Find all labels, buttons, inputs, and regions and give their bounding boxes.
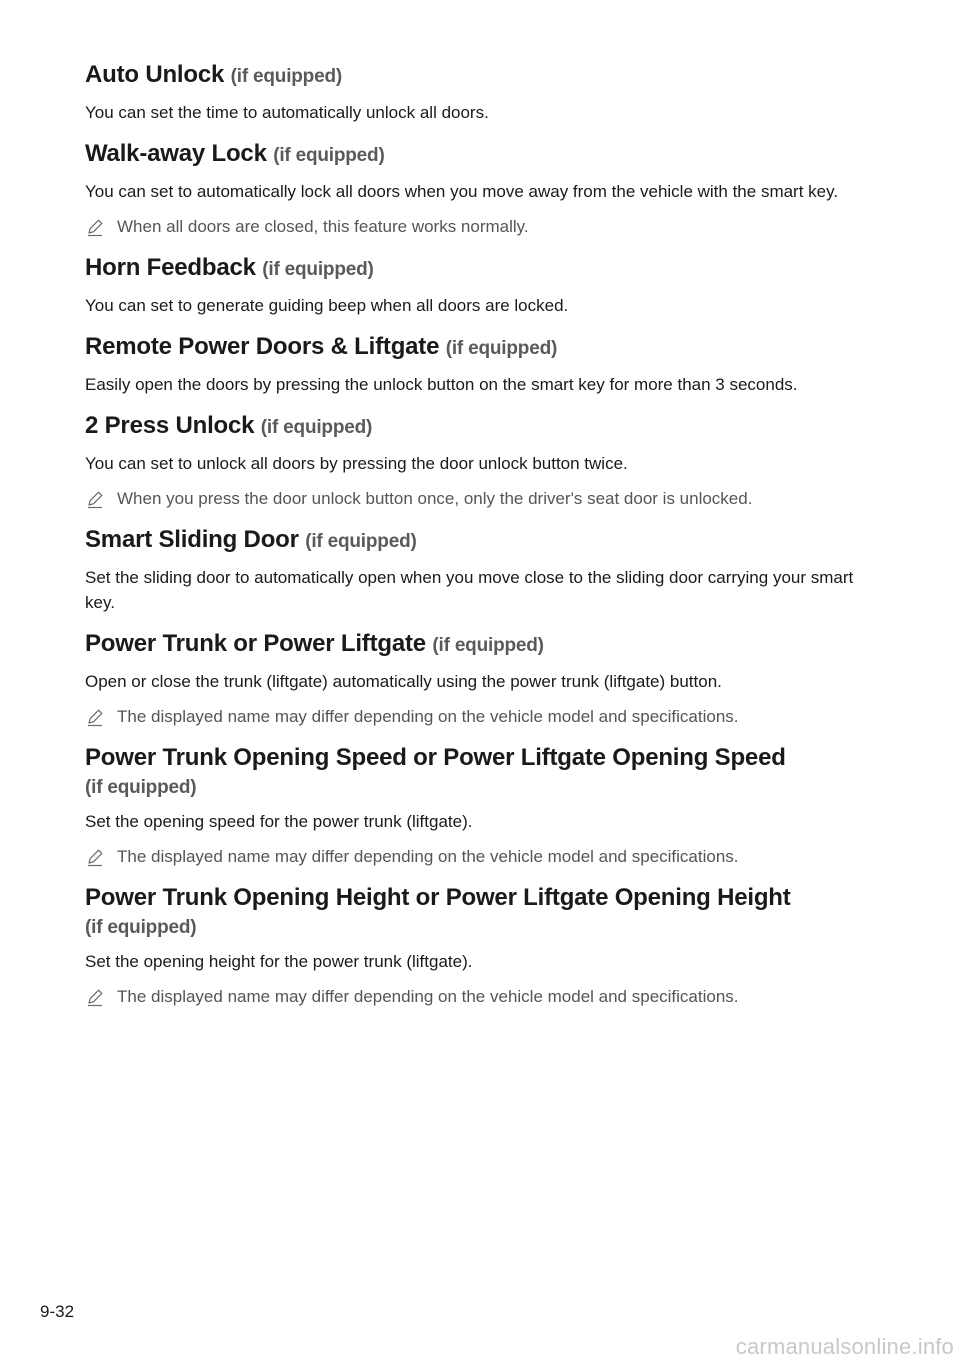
if-equipped-label: (if equipped) bbox=[85, 777, 197, 798]
section-title bbox=[85, 741, 875, 803]
pen-icon bbox=[85, 217, 105, 237]
section-power-trunk-opening-speed bbox=[85, 741, 875, 869]
note-text: The displayed name may differ depending on the vehicle model and specifications. bbox=[117, 847, 739, 866]
pen-icon bbox=[85, 847, 105, 867]
section-title-text: Walk-away Lock bbox=[85, 140, 267, 167]
if-equipped-label: (if equipped) bbox=[230, 66, 342, 87]
section-body: You can set to automatically lock all doors when you move away from the vehicle with the smart key. bbox=[85, 182, 839, 201]
if-equipped-label: (if equipped) bbox=[262, 259, 374, 280]
page-number: 9-32 bbox=[40, 1302, 75, 1321]
section-title bbox=[85, 523, 875, 559]
section-horn-feedback bbox=[85, 251, 875, 318]
section-body: You can set to unlock all doors by pressing the door unlock button twice. bbox=[85, 454, 628, 473]
section-smart-sliding-door bbox=[85, 523, 875, 615]
section-title-text: Auto Unlock bbox=[85, 61, 225, 88]
note bbox=[85, 704, 875, 729]
section-title-text: Power Trunk or Power Liftgate bbox=[85, 630, 426, 657]
section-body: Set the opening height for the power trunk (liftgate). bbox=[85, 952, 473, 971]
pen-icon bbox=[85, 987, 105, 1007]
section-title bbox=[85, 251, 875, 287]
note bbox=[85, 984, 875, 1009]
note-text: The displayed name may differ depending on the vehicle model and specifications. bbox=[117, 987, 739, 1006]
section-power-trunk bbox=[85, 627, 875, 729]
section-title bbox=[85, 330, 875, 366]
section-title bbox=[85, 409, 875, 445]
section-title-text: Remote Power Doors & Liftgate bbox=[85, 333, 440, 360]
section-power-trunk-opening-height bbox=[85, 881, 875, 1009]
note bbox=[85, 486, 875, 511]
pen-icon bbox=[85, 707, 105, 727]
if-equipped-label: (if equipped) bbox=[432, 635, 544, 656]
section-body: You can set to generate guiding beep when all doors are locked. bbox=[85, 296, 569, 315]
section-title bbox=[85, 627, 875, 663]
if-equipped-label: (if equipped) bbox=[305, 531, 417, 552]
section-body: Set the opening speed for the power trunk (liftgate). bbox=[85, 812, 473, 831]
section-auto-unlock bbox=[85, 58, 875, 125]
watermark: carmanualsonline.info bbox=[735, 1334, 954, 1359]
section-title-text: Horn Feedback bbox=[85, 254, 256, 281]
section-body: Easily open the doors by pressing the unlock button on the smart key for more than 3 seconds. bbox=[85, 375, 798, 394]
note bbox=[85, 214, 875, 239]
pen-icon bbox=[85, 489, 105, 509]
section-2-press-unlock bbox=[85, 409, 875, 511]
if-equipped-label: (if equipped) bbox=[260, 417, 373, 438]
if-equipped-label: (if equipped) bbox=[273, 145, 385, 166]
section-body: You can set the time to automatically unlock all doors. bbox=[85, 103, 489, 122]
note-text: When all doors are closed, this feature works normally. bbox=[117, 217, 529, 236]
section-title bbox=[85, 881, 875, 943]
section-title-text: Smart Sliding Door bbox=[85, 526, 299, 553]
section-title-text: Power Trunk Opening Height or Power Liftgate Opening Height bbox=[85, 884, 791, 911]
section-title bbox=[85, 137, 875, 173]
note-text: When you press the door unlock button once, only the driver's seat door is unlocked. bbox=[117, 489, 753, 508]
section-body: Set the sliding door to automatically open when you move close to the sliding door carrying your smart key. bbox=[85, 568, 854, 612]
if-equipped-label: (if equipped) bbox=[445, 338, 558, 359]
if-equipped-label: (if equipped) bbox=[85, 917, 197, 938]
page-content bbox=[85, 58, 875, 1021]
note bbox=[85, 844, 875, 869]
section-title bbox=[85, 58, 875, 94]
section-walk-away-lock bbox=[85, 137, 875, 239]
section-body: Open or close the trunk (liftgate) automatically using the power trunk (liftgate) button. bbox=[85, 672, 722, 691]
section-remote-power-doors bbox=[85, 330, 875, 397]
section-title-text: Power Trunk Opening Speed or Power Liftgate Opening Speed bbox=[85, 744, 786, 771]
section-title-text: 2 Press Unlock bbox=[85, 412, 255, 439]
note-text: The displayed name may differ depending on the vehicle model and specifications. bbox=[117, 707, 739, 726]
